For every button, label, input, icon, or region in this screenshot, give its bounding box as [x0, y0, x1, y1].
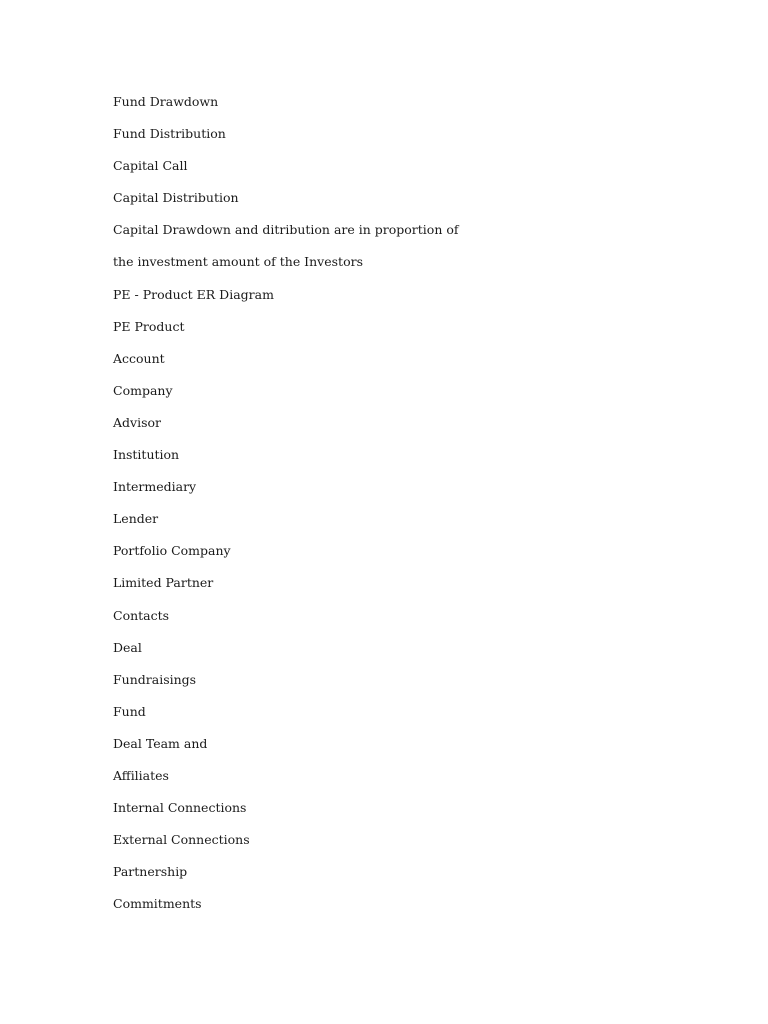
text-line-contacts: Contacts: [113, 607, 170, 623]
text-line-intermediary: Intermediary: [113, 479, 197, 495]
text-line-limited-partner: Limited Partner: [113, 575, 214, 591]
text-line-commitments: Commitments: [113, 896, 202, 912]
text-line-external-connections: External Connections: [113, 832, 250, 848]
text-line-pe-product: PE Product: [113, 318, 185, 334]
text-line-advisor: Advisor: [113, 414, 162, 430]
text-line-fundraisings: Fundraisings: [113, 671, 197, 687]
text-line-capital-call: Capital Call: [113, 158, 188, 174]
text-line-drawdown-note-2: the investment amount of the Investors: [113, 254, 363, 270]
text-line-fund: Fund: [113, 703, 146, 719]
text-line-account: Account: [113, 350, 165, 366]
text-line-lender: Lender: [113, 511, 159, 527]
text-line-internal-connections: Internal Connections: [113, 800, 247, 816]
text-line-drawdown-note-1: Capital Drawdown and ditribution are in proportion of: [113, 222, 459, 238]
document-text-block: [113, 92, 673, 926]
text-line-deal: Deal: [113, 639, 142, 655]
text-line-fund-distribution: Fund Distribution: [113, 126, 226, 142]
text-line-deal-team: Deal Team and: [113, 735, 208, 751]
text-line-company: Company: [113, 382, 173, 398]
text-line-partnership: Partnership: [113, 864, 188, 880]
text-line-institution: Institution: [113, 447, 180, 463]
text-line-capital-distribution: Capital Distribution: [113, 190, 239, 206]
text-line-affiliates: Affiliates: [113, 767, 169, 783]
text-line-portfolio-company: Portfolio Company: [113, 543, 231, 559]
text-line-er-diagram-heading: PE - Product ER Diagram: [113, 286, 274, 302]
text-line-fund-drawdown: Fund Drawdown: [113, 94, 219, 109]
